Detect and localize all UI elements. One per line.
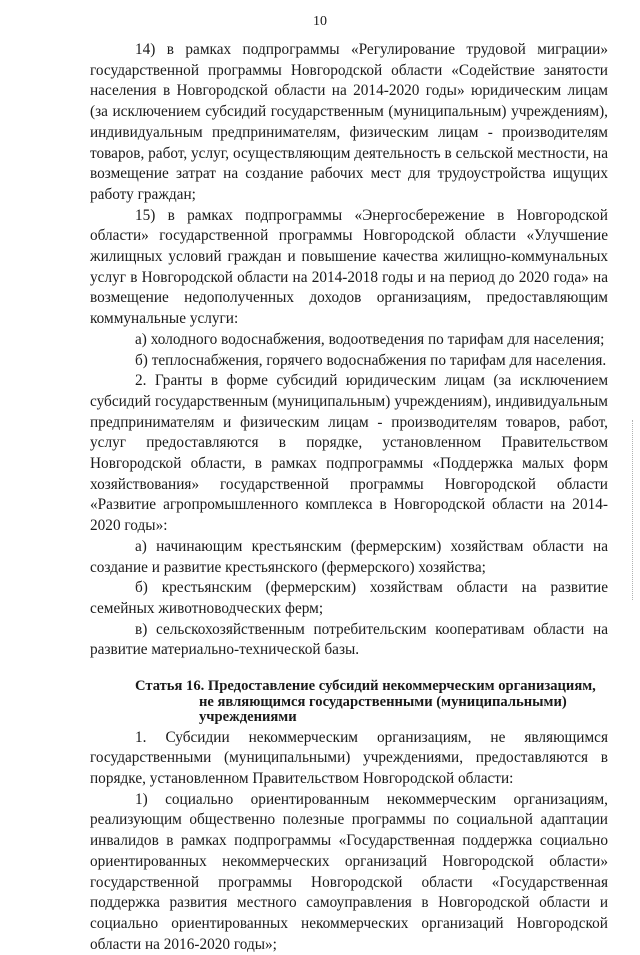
paragraph-item-14: 14) в рамках подпрограммы «Регулирование трудовой миграции» государственной программы Новгородской области «Содействие занятости населения в Новгородской области на 2014-2020 годы» юридическим лицам (за исключением субсидий государственным (муниципальным) учреждениям), индивидуальным предпринимателям, физическим лицам - производителям товаров, работ, услуг, осуществляющим деятельность в сельской местности, на возмещение затрат на создание рабочих мест для трудоустройства ищущих работу граждан; xyxy=(90,41,608,203)
paragraph-grant-b: б) крестьянским (фермерским) хозяйствам области на развитие семейных животноводческих ферм; xyxy=(90,579,608,617)
paragraph-nko-item-1: 1) социально ориентированным некоммерческим организациям, реализующим общественно полезные программы по социальной адаптации инвалидов в рамках подпрограммы «Государственная поддержка социально ориентированных некоммерческих организаций Новгородской области» государственной программы Новгородской области «Государственная поддержка развития местного самоуправления в Новгородской области и социально ориентированных некоммерческих организаций Новгородской области на 2016-2020 годы»; xyxy=(90,790,608,953)
document-body xyxy=(90,40,608,955)
paragraph-grant-c: в) сельскохозяйственным потребительским кооперативам области на развитие материально-технической базы. xyxy=(90,620,608,659)
article-heading-rest: не являющимся государственными (муниципальными) учреждениями xyxy=(199,693,567,726)
paragraph-subsidies-nko: 1. Субсидии некоммерческим организациям, не являющимся государственными (муниципальными) учреждениями, предоставляются в порядке, установленном Правительством Новгородской области: xyxy=(90,728,608,787)
paragraph-grants: 2. Гранты в форме субсидий юридическим лицам (за исключением субсидий государственным (муниципальным) учреждениям), индивидуальным предпринимателям и физическим лицам - производителям товаров, работ, услуг предоставляются в порядке, установленном Правительством Новгородской области, в рамках подпрограммы «Поддержка малых форм хозяйствования» государственной программы Новгородской области «Развитие агропромышленного комплекса в Новгородской области на 2014-2020 годы»: xyxy=(90,372,608,535)
paragraph-subitem-a: а) холодного водоснабжения, водоотведения по тарифам для населения; xyxy=(135,330,605,348)
paragraph-grant-a: а) начинающим крестьянским (фермерским) хозяйствам области на создание и развитие крестьянского (фермерского) хозяйства; xyxy=(90,537,608,576)
page-number: 10 xyxy=(313,14,327,29)
article-16-heading xyxy=(90,679,608,726)
paragraph-subitem-b: б) теплоснабжения, горячего водоснабжения по тарифам для населения. xyxy=(135,351,607,369)
scan-margin-marks xyxy=(632,420,637,600)
paragraph-item-15: 15) в рамках подпрограммы «Энергосбережение в Новгородской области» государственной программы Новгородской области «Улучшение жилищных условий граждан и повышение качества жилищно-коммунальных услуг в Новгородской области на 2014-2018 годы и на период до 2020 года» на возмещение недополученных доходов организациям, предоставляющим коммунальные услуги: xyxy=(90,206,608,328)
article-heading-line1: Статья 16. Предоставление субсидий некоммерческим организациям, xyxy=(135,678,596,695)
